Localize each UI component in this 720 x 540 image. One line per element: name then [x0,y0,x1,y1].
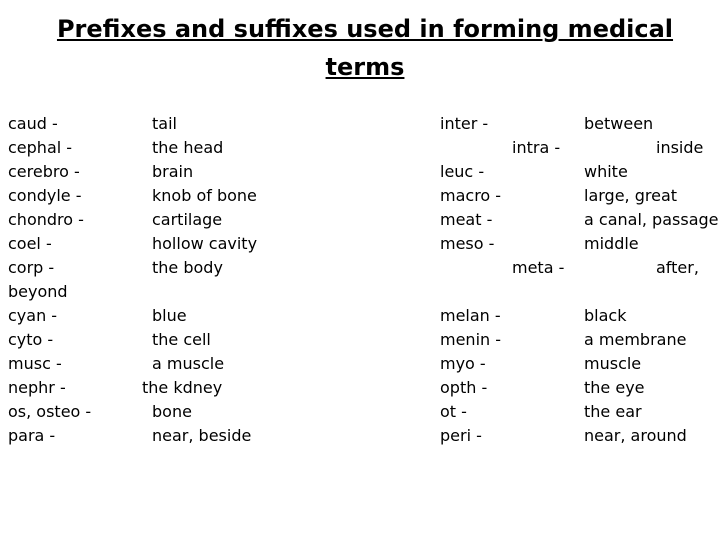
left-meaning-9: the cell [152,330,211,349]
left-prefix-7: beyond [8,282,68,301]
right-meaning-10: muscle [584,354,642,373]
right-prefix-2: leuc - [440,162,485,181]
left-prefix-8: cyan - [8,306,58,325]
right-prefix-10: myo - [440,354,486,373]
left-meaning-2: brain [152,162,194,181]
right-meaning-5: middle [584,234,639,253]
left-prefix-3: condyle - [8,186,82,205]
left-prefix-10: musc - [8,354,62,373]
right-prefix-8: melan - [440,306,501,325]
left-prefix-11: nephr - [8,378,66,397]
left-prefix-1: cephal - [8,138,73,157]
left-meaning-12: bone [152,402,192,421]
left-meaning-11: the kdney [142,378,223,397]
right-prefix-1: intra - [512,138,561,157]
right-prefix-12: ot - [440,402,467,421]
right-meaning-0: between [584,114,654,133]
left-meaning-4: cartilage [152,210,223,229]
left-meaning-8: blue [152,306,187,325]
right-prefix-3: macro - [440,186,502,205]
left-meaning-5: hollow cavity [152,234,258,253]
right-meaning-12: the ear [584,402,642,421]
left-prefix-2: cerebro - [8,162,80,181]
right-prefix-6: meta - [512,258,565,277]
left-meaning-0: tail [152,114,177,133]
left-prefix-0: caud - [8,114,58,133]
left-prefix-12: os, osteo - [8,402,92,421]
right-meaning-1: inside [656,138,704,157]
left-prefix-9: cyto - [8,330,54,349]
right-meaning-13: near, around [584,426,687,445]
right-meaning-3: large, great [584,186,678,205]
right-meaning-8: black [584,306,627,325]
right-prefix-13: peri - [440,426,482,445]
right-prefix-5: meso - [440,234,495,253]
right-meaning-9: a membrane [584,330,687,349]
right-meaning-4: a canal, passage [584,210,719,229]
right-prefix-0: inter - [440,114,489,133]
left-prefix-13: para - [8,426,56,445]
right-meaning-11: the eye [584,378,645,397]
right-prefix-11: opth - [440,378,488,397]
right-prefix-9: menin - [440,330,502,349]
left-meaning-6: the body [152,258,223,277]
left-meaning-13: near, beside [152,426,252,445]
left-meaning-10: a muscle [152,354,225,373]
right-meaning-6: after, [656,258,699,277]
left-prefix-4: chondro - [8,210,84,229]
left-meaning-3: knob of bone [152,186,257,205]
left-prefix-6: corp - [8,258,55,277]
right-prefix-4: meat - [440,210,493,229]
left-prefix-5: coel - [8,234,52,253]
page-title: Prefixes and suffixes used in forming medical terms [56,15,674,81]
left-meaning-1: the head [152,138,224,157]
right-meaning-2: white [584,162,628,181]
